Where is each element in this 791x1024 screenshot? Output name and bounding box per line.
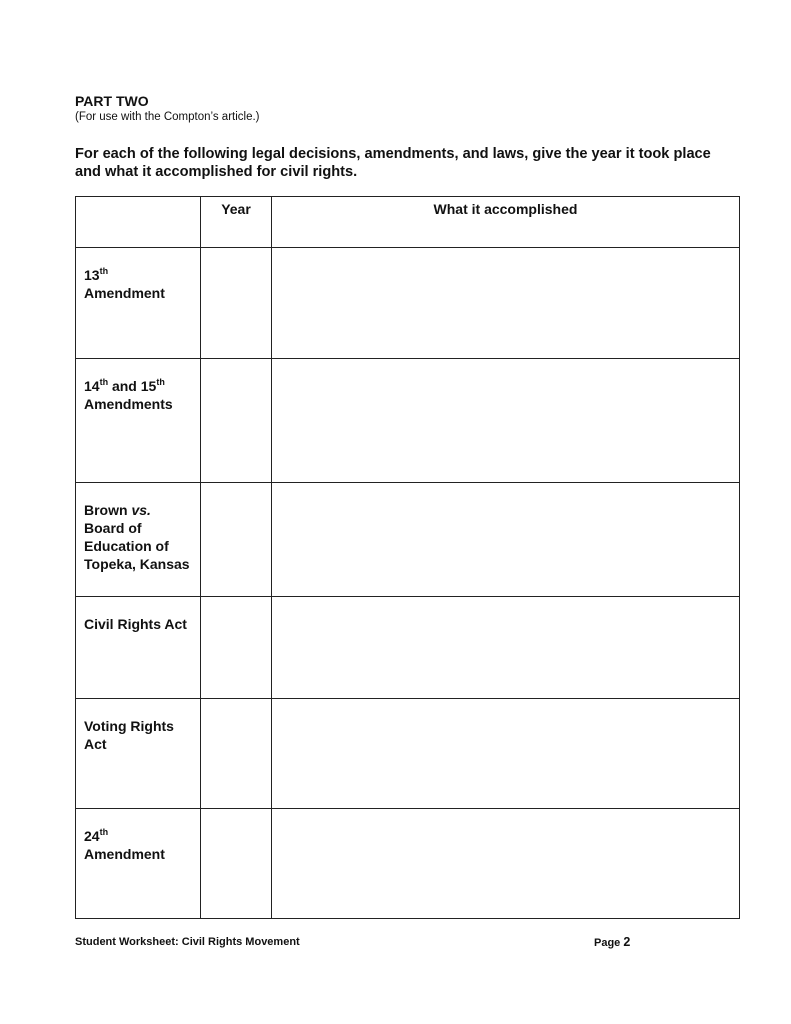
part-title: PART TWO <box>75 93 149 109</box>
row-label-13th-amendment: 13th Amendment <box>76 248 201 359</box>
table-row <box>76 483 740 597</box>
year-answer-cell[interactable] <box>201 359 272 483</box>
accomplished-answer-cell[interactable] <box>272 483 740 597</box>
accomplished-answer-cell[interactable] <box>272 359 740 483</box>
table-row <box>76 699 740 809</box>
page-number <box>594 935 630 949</box>
page-number-value: 2 <box>623 935 631 949</box>
row-label-voting-rights-act: Voting Rights Act <box>76 699 201 809</box>
footer-title: Student Worksheet: Civil Rights Movement <box>75 936 300 948</box>
year-answer-cell[interactable] <box>201 597 272 699</box>
row-label-brown-v-board: Brown vs. Board of Education of Topeka, Kansas <box>76 483 201 597</box>
worksheet-table <box>75 196 740 919</box>
accomplished-answer-cell[interactable] <box>272 248 740 359</box>
row-label-14th-15th-amendments: 14th and 15th Amendments <box>76 359 201 483</box>
accomplished-answer-cell[interactable] <box>272 809 740 919</box>
accomplished-answer-cell[interactable] <box>272 699 740 809</box>
table-row <box>76 809 740 919</box>
year-answer-cell[interactable] <box>201 699 272 809</box>
page-label: Page <box>594 937 621 949</box>
row-label-24th-amendment: 24th Amendment <box>76 809 201 919</box>
column-header-year: Year <box>201 197 272 248</box>
column-header-accomplished: What it accomplished <box>272 197 740 248</box>
table-header-row <box>76 197 740 248</box>
accomplished-answer-cell[interactable] <box>272 597 740 699</box>
table-row <box>76 248 740 359</box>
instructions: For each of the following legal decisions, amendments, and laws, give the year it took place and what it accomplished for civil rights. <box>75 146 711 180</box>
year-answer-cell[interactable] <box>201 248 272 359</box>
part-subtitle: (For use with the Compton’s article.) <box>75 111 260 123</box>
year-answer-cell[interactable] <box>201 483 272 597</box>
table-row <box>76 359 740 483</box>
table-row <box>76 597 740 699</box>
column-header-item <box>76 197 201 248</box>
year-answer-cell[interactable] <box>201 809 272 919</box>
row-label-civil-rights-act: Civil Rights Act <box>76 597 201 699</box>
